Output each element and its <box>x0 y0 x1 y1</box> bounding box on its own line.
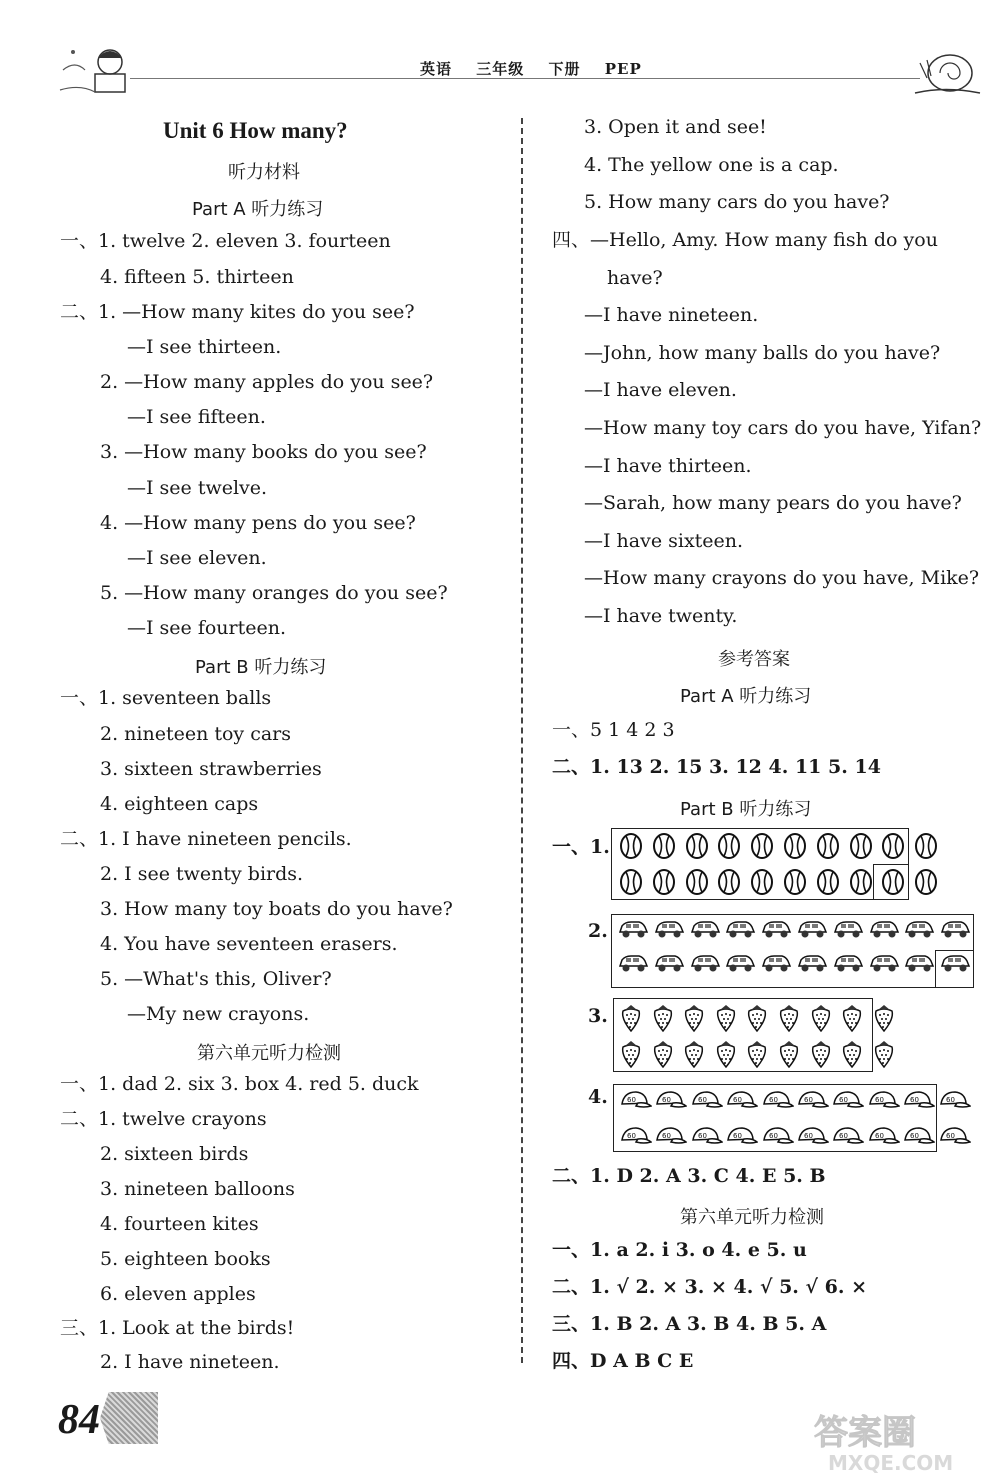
left-column-line: 3. sixteen strawberries <box>100 758 322 780</box>
right-bold-line: 二、1. 13 2. 15 3. 12 4. 11 5. 14 <box>552 756 881 778</box>
right-column-line: —Sarah, how many pears do you have? <box>584 492 962 514</box>
left-column-line: 3. nineteen balloons <box>100 1178 295 1200</box>
right-column-line: —I have nineteen. <box>584 304 759 326</box>
svg-text:60: 60 <box>697 1096 707 1104</box>
header-subject: 英语 <box>420 60 453 78</box>
page-number: 84 <box>58 1397 100 1443</box>
right-bold-line: 三、1. B 2. A 3. B 4. B 5. A <box>552 1313 827 1335</box>
left-column-line: 6. eleven apples <box>100 1283 256 1305</box>
svg-text:60: 60 <box>662 1096 672 1104</box>
right-column-line: —I have thirteen. <box>584 455 752 477</box>
right-bold-line: 一、1. <box>552 836 610 858</box>
strawberry-icon <box>872 1003 896 1037</box>
svg-text:60: 60 <box>874 1096 884 1104</box>
right-column-line: —I have sixteen. <box>584 530 744 552</box>
right-bold-line: 2. <box>588 920 608 942</box>
column-divider <box>521 118 523 1363</box>
header-grade: 三年级 <box>476 60 525 78</box>
snail-icon <box>905 38 985 98</box>
right-column-line: —How many toy cars do you have, Yifan? <box>584 417 982 439</box>
left-column-line: 3. How many toy boats do you have? <box>100 898 453 920</box>
svg-text:60: 60 <box>945 1132 955 1140</box>
svg-text:60: 60 <box>804 1096 813 1104</box>
svg-text:60: 60 <box>768 1132 778 1140</box>
right-column-line: —I have eleven. <box>584 379 737 401</box>
right-headings-line: Part B 听力练习 <box>680 799 812 820</box>
header-text <box>420 58 660 79</box>
left-column-line: —I see thirteen. <box>127 336 282 358</box>
left-headings-line: 第六单元听力检测 <box>197 1043 341 1064</box>
right-headings-line: Part A 听力练习 <box>680 686 812 707</box>
right-column-line: —I have twenty. <box>584 605 738 627</box>
left-column-line: 5. —How many oranges do you see? <box>100 582 448 604</box>
right-headings-line: 参考答案 <box>718 649 790 670</box>
left-column-line: 2. —How many apples do you see? <box>100 371 434 393</box>
right-column-line: 四、—Hello, Amy. How many fish do you <box>552 229 938 251</box>
ball-icon <box>913 832 939 864</box>
left-column-line: 4. eighteen caps <box>100 793 259 815</box>
unit-title: Unit 6 How many? <box>163 118 348 143</box>
left-column-line: 二、1. I have nineteen pencils. <box>60 828 352 850</box>
left-column-line: 一、1. twelve 2. eleven 3. fourteen <box>60 230 391 252</box>
watermark-logo <box>808 1408 988 1474</box>
right-bold-line: 二、1. D 2. A 3. C 4. E 5. B <box>552 1165 826 1187</box>
left-column-line: —I see fifteen. <box>127 406 266 428</box>
right-bold-line: 一、1. a 2. i 3. o 4. e 5. u <box>552 1239 807 1261</box>
right-column-line: 4. The yellow one is a cap. <box>584 154 839 176</box>
svg-text:60: 60 <box>839 1096 849 1104</box>
right-bold-line: 3. <box>588 1005 608 1027</box>
svg-text:60: 60 <box>910 1132 920 1140</box>
balls-box-notch <box>873 864 908 899</box>
ball-icon <box>913 868 939 900</box>
left-headings-line: Part A 听力练习 <box>192 199 324 220</box>
left-column-line: 2. I have nineteen. <box>100 1351 280 1373</box>
left-column-line: —My new crayons. <box>127 1003 310 1025</box>
strawberry-icon <box>872 1039 896 1073</box>
left-column-line: 二、1. twelve crayons <box>60 1108 267 1130</box>
balls-answer-box <box>611 828 909 900</box>
right-bold-line: 二、1. √ 2. × 3. × 4. √ 5. √ 6. × <box>552 1276 867 1298</box>
cars-answer-box <box>611 914 974 988</box>
left-column-line: 4. fourteen kites <box>100 1213 259 1235</box>
left-column-line: —I see fourteen. <box>127 617 287 639</box>
right-bold-line: 4. <box>588 1086 608 1108</box>
left-headings-line: Part B 听力练习 <box>195 657 327 678</box>
watermark-line2: MXQE.COM <box>828 1451 954 1474</box>
svg-text:60: 60 <box>804 1132 813 1140</box>
svg-text:60: 60 <box>839 1132 849 1140</box>
left-column-line: 2. nineteen toy cars <box>100 723 292 745</box>
svg-text:60: 60 <box>945 1096 955 1104</box>
left-column-line: 5. —What's this, Oliver? <box>100 968 332 990</box>
right-column-line: —John, how many balls do you have? <box>584 342 941 364</box>
strawberries-answer-box <box>613 998 873 1072</box>
cap-icon <box>937 1089 971 1115</box>
right-headings-line: 第六单元听力检测 <box>680 1207 824 1228</box>
girl-reading-icon <box>55 40 145 105</box>
left-column-line: 一、1. seventeen balls <box>60 687 272 709</box>
right-column-line: 5. How many cars do you have? <box>584 191 890 213</box>
right-column-line: 3. Open it and see! <box>584 116 767 138</box>
cap-icon <box>937 1125 971 1151</box>
left-column-line: 4. —How many pens do you see? <box>100 512 416 534</box>
header-volume: 下册 <box>548 60 581 78</box>
svg-text:60: 60 <box>874 1132 884 1140</box>
left-column-line: 三、1. Look at the birds! <box>60 1317 295 1339</box>
left-column-line: 4. fifteen 5. thirteen <box>100 266 294 288</box>
svg-text:60: 60 <box>697 1132 707 1140</box>
cars-box-notch <box>935 950 973 987</box>
left-column-line: 一、1. dad 2. six 3. box 4. red 5. duck <box>60 1073 419 1095</box>
right-column-line: have? <box>607 267 663 289</box>
left-column-line: 4. You have seventeen erasers. <box>100 933 398 955</box>
right-column-line: 一、5 1 4 2 3 <box>552 719 675 741</box>
left-column-line: 2. sixteen birds <box>100 1143 249 1165</box>
left-column-line: 5. eighteen books <box>100 1248 271 1270</box>
left-column-line: 3. —How many books do you see? <box>100 441 427 463</box>
svg-text:60: 60 <box>910 1096 920 1104</box>
header-edition: PEP <box>604 60 642 78</box>
right-column-line: —How many crayons do you have, Mike? <box>584 567 980 589</box>
svg-text:60: 60 <box>627 1132 636 1140</box>
page-header <box>0 0 1000 110</box>
caps-answer-box <box>613 1084 937 1152</box>
svg-text:60: 60 <box>627 1096 636 1104</box>
left-column-line: 2. I see twenty birds. <box>100 863 304 885</box>
svg-text:60: 60 <box>768 1096 778 1104</box>
left-headings-line: 听力材料 <box>228 162 300 183</box>
left-column-line: —I see eleven. <box>127 547 267 569</box>
page-number-tab <box>100 1392 158 1444</box>
svg-text:60: 60 <box>662 1132 672 1140</box>
svg-text:60: 60 <box>733 1132 743 1140</box>
left-column-line: —I see twelve. <box>127 477 268 499</box>
right-bold-line: 四、D A B C E <box>552 1350 694 1372</box>
left-column-line: 二、1. —How many kites do you see? <box>60 301 415 323</box>
watermark-line1: 答案圈 <box>814 1413 916 1453</box>
svg-text:60: 60 <box>733 1096 743 1104</box>
